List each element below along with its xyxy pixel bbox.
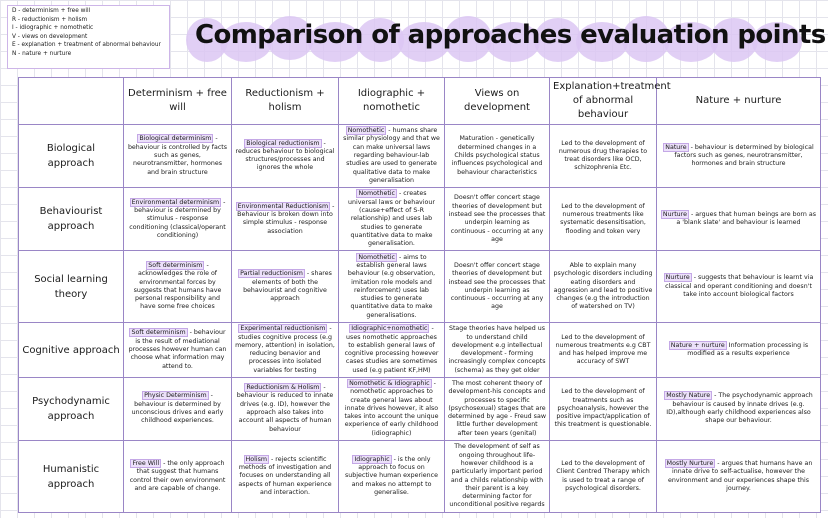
table-row — [19, 251, 821, 323]
highlight-term: Soft determinism — [131, 329, 186, 337]
legend-item: N - nature + nurture — [12, 50, 72, 57]
cell-text: - is the only approach to focus on subjective human experience and makes no attempt to generalise. — [344, 455, 439, 497]
cell-text: Led to the development of numerous treatments like systematic desensitisation, flooding and token very — [560, 202, 646, 235]
table-cell — [124, 125, 232, 188]
table-cell — [445, 377, 550, 440]
legend-item: I - idiographic + nomothetic — [12, 25, 94, 32]
cell-text: Doesn't offer concert stage theories of development but instead see the processes that underpin learning as continuous - occurring at any age — [448, 261, 546, 311]
highlight-term: Holism — [245, 455, 268, 463]
table-cell — [445, 323, 550, 378]
table-cell — [124, 251, 232, 323]
cell-text: - behaviour is determined by unconscious drives and early childhood experiences. — [131, 392, 224, 425]
legend-box — [7, 5, 170, 69]
legend-item: R - reductionism + holism — [12, 16, 88, 23]
cell-text: - the only approach that suggest that humans control their own environment and are capable of change. — [129, 459, 226, 492]
table-cell — [657, 188, 821, 251]
cell-text: Stage theories have helped us to understand child development e.g intellectual development - forming increasingly complex concepts (schema) as they get older — [448, 325, 546, 374]
table-row — [19, 377, 821, 440]
table-cell — [232, 441, 339, 513]
cell-text: - creates universal laws or behaviour (cause+effect of S-R relationship) and uses lab studies to generate quantitative data to make generalisation. — [348, 190, 435, 248]
corner-cell — [19, 78, 124, 125]
highlight-term: Nature + nurture — [670, 341, 725, 349]
cell-text: The most coherent theory of development-his concepts and processes to specific (psychosexual) stages that are determined by age - Freud saw little further development after teen years (genital) — [448, 380, 546, 437]
cell-text: Able to explain many psychologic disorders including eating disorders and aggression and lead to positive changes (e.g the introduction of watershed on TV) — [553, 261, 653, 311]
highlight-term: Experimental reductionism — [240, 325, 326, 333]
cell-text: Led to the development of numerous treatments e.g CBT and has helped improve me accuracy of SWT — [555, 333, 651, 366]
column-header: Idiographic + nomothetic — [339, 78, 445, 125]
highlight-term: Reductionism & Holism — [246, 384, 320, 392]
cell-text: - argues that human beings are born as a 'blank slate' and behaviour is learned — [676, 211, 817, 227]
highlight-term: Nurture — [662, 211, 687, 219]
cell-text: - aims to establish general laws behaviour (e.g observation, imitation role models and reinforcement) uses lab studies to generate quantitative data to make generalisations. — [347, 253, 436, 319]
highlight-term: Nurture — [665, 274, 690, 282]
cell-text: - acknowledges the role of environmental forces by suggests that humans have personal responsibility and have some free choices — [133, 261, 222, 311]
highlight-term: Partial reductionism — [240, 270, 303, 278]
table-row — [19, 125, 821, 188]
table-cell — [232, 251, 339, 323]
cell-text: Led to the development of numerous drug therapies to treat disorders like OCD, schizophrenia Etc. — [558, 139, 648, 172]
cell-text: - behaviour is the result of mediational processes however human can choose what information may attend to. — [128, 329, 227, 370]
cell-text: - behaviour is determined by biological factors such as genes, neurotransmitter, hormones and brain structure — [674, 143, 814, 168]
table-cell — [445, 125, 550, 188]
cell-text: - studies cognitive process (e.g memory, attention) in isolation, reducing benavior and processes into isolated variables for testing — [235, 325, 335, 374]
row-header: Humanistic approach — [19, 441, 124, 513]
table-cell — [550, 251, 657, 323]
highlight-term: Physic Determinism — [144, 392, 207, 400]
highlight-term: Free Will — [132, 459, 160, 467]
highlight-term: Idiographic — [354, 455, 390, 463]
table-cell — [657, 125, 821, 188]
legend-item: V - views on development — [12, 33, 88, 40]
table-cell — [124, 323, 232, 378]
cell-text: Doesn't offer concert stage theories of development but instead see the processes that underpin learning as continuous - occurring at any age — [448, 194, 546, 243]
highlight-term: Nomothetic & Idiographic — [349, 380, 430, 387]
title-area — [180, 8, 826, 68]
cell-text: Maturation - genetically determined changes in a Childs psychological status influences psychological and behaviour characteristics — [451, 135, 543, 176]
table-cell — [550, 188, 657, 251]
cell-text: Led to the development of treatments such as psychoanalysis, however the positive impact/application of this treatment is questionable. — [554, 388, 652, 429]
row-header: Behaviourist approach — [19, 188, 124, 251]
highlight-term: Mostly Nurture — [666, 459, 714, 467]
table-cell — [445, 188, 550, 251]
table-cell — [339, 125, 445, 188]
table-row — [19, 441, 821, 513]
column-header: Reductionism + holism — [232, 78, 339, 125]
page-title: Comparison of approaches evaluation points — [195, 20, 826, 50]
table-cell — [550, 323, 657, 378]
table-cell — [445, 251, 550, 323]
highlight-term: Idiographic+nomothetic — [351, 325, 428, 333]
cell-text: - humans share similar physiology and that we can make universal laws regarding behaviour-lab studies are used to generate qualitative data to make generalisation — [343, 127, 440, 184]
cell-text: - reduces behaviour to biological structures/processes and ignores the whole — [235, 139, 335, 172]
legend-item: D - determinism + free will — [12, 8, 91, 14]
cell-text: - behaviour is controlled by facts such as genes, neurotransmitter, hormones and brain structure — [127, 135, 228, 176]
row-header: Social learning theory — [19, 251, 124, 323]
highlight-term: Biological reductionism — [246, 139, 320, 147]
table-cell — [657, 251, 821, 323]
table-cell — [124, 441, 232, 513]
table-cell — [550, 441, 657, 513]
highlight-term: Environmental Reductionism — [237, 202, 329, 210]
column-header: Views on development — [445, 78, 550, 125]
highlight-term: Soft determinism — [148, 261, 203, 269]
table-cell — [550, 377, 657, 440]
highlight-term: Biological determinism — [139, 135, 212, 143]
table-cell — [124, 377, 232, 440]
highlight-term: Nomothetic — [358, 190, 396, 198]
cell-text: Led to the development of Client Centred Therapy which is used to treat a range of psychological disorders. — [556, 459, 650, 492]
row-header: Biological approach — [19, 125, 124, 188]
column-header: Determinism + free will — [124, 78, 232, 125]
column-header: Nature + nurture — [657, 78, 821, 125]
table-cell — [232, 377, 339, 440]
header-row — [19, 78, 821, 125]
table-cell — [232, 188, 339, 251]
legend-item: E - explanation + treatment of abnormal behaviour — [12, 42, 161, 49]
table-row — [19, 323, 821, 378]
cell-text: - rejects scientific methods of investigation and focuses on understanding all aspects of human experience and interaction. — [238, 455, 332, 497]
cell-text: - behaviour is determined by stimulus - response conditioning (classical/operant conditioning) — [129, 198, 226, 239]
row-header: Psychodynamic approach — [19, 377, 124, 440]
table-cell — [550, 125, 657, 188]
comparison-table — [18, 77, 821, 513]
cell-text: The development of self as ongoing throughout life-however childhood is a particularly important period and a childs relationship with their parent is a key determining factor for unconditional positive regards — [449, 443, 545, 509]
table-cell — [339, 377, 445, 440]
cell-text: - behaviour is reduced to innate drives (e.g. ID), however the approach also takes into account all aspects of human behaviour — [236, 384, 334, 433]
table-cell — [339, 188, 445, 251]
table-cell — [445, 441, 550, 513]
cell-text: Information processing is modified as a results experience — [687, 341, 809, 358]
highlight-term: Environmental determinism — [131, 198, 220, 206]
row-header: Cognitive approach — [19, 323, 124, 378]
table-cell — [339, 323, 445, 378]
table-cell — [657, 441, 821, 513]
cell-text: - suggests that behaviour is learnt via classical and operant conditioning and doesn't take into account biological factors — [665, 274, 814, 299]
table-cell — [232, 125, 339, 188]
highlight-term: Nomothetic — [347, 127, 385, 135]
highlight-term: Mostly Nature — [666, 392, 711, 400]
table-cell — [339, 251, 445, 323]
cell-text: - The psychodynamic approach behaviour is caused by innate drives (e.g. ID),although early childhood experiences also shape our behaviour. — [666, 392, 813, 425]
table-cell — [657, 323, 821, 378]
highlight-term: Nature — [665, 143, 687, 151]
cell-text: - Behaviour is broken down into simple stimulus - response association — [237, 202, 335, 235]
cell-text: - nomothetic approaches to create general laws about innate drives however, it also takes into account the unique experience of early childhood (idiographic) — [344, 380, 439, 437]
table-cell — [657, 377, 821, 440]
table-cell — [124, 188, 232, 251]
cell-text: - argues that humans have an innate drive to self-actualise, however the environment and our experiences shape this journey. — [667, 459, 813, 492]
table-cell — [339, 441, 445, 513]
column-header: Explanation+treatment of abnormal behaviour — [550, 78, 657, 125]
table-row — [19, 188, 821, 251]
highlight-term: Nomothetic — [358, 253, 395, 261]
table-cell — [232, 323, 339, 378]
cell-text: - uses nomothetic approaches to establish general laws of cognitive processing however cases studies are sometimes used (e.g patient KF,HM) — [344, 325, 439, 374]
cell-text: - shares elements of both the behaviourist and cognitive approach — [243, 270, 332, 303]
